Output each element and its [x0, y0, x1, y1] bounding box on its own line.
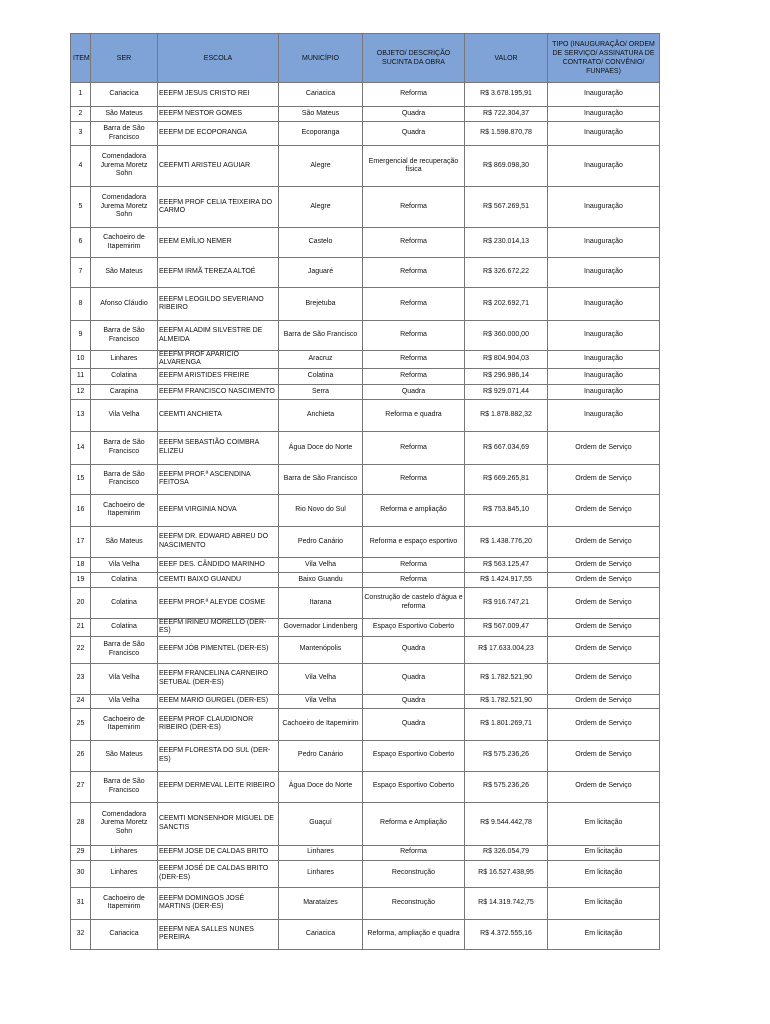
objeto-cell: Reforma e ampliação [363, 494, 465, 526]
objeto-cell: Reforma [363, 83, 465, 107]
objeto-cell: Reconstrução [363, 887, 465, 919]
item-cell: 2 [71, 107, 91, 122]
table-row [71, 351, 660, 369]
escola-cell: EEEFM PROF APARICIO ALVARENGA [158, 351, 279, 369]
ser-cell: São Mateus [91, 258, 158, 288]
tipo-cell: Inauguração [548, 399, 660, 431]
municipio-cell: Barra de São Francisco [279, 464, 363, 494]
objeto-cell: Reforma e quadra [363, 399, 465, 431]
objeto-cell: Reforma e espaço esportivo [363, 526, 465, 557]
table-row [71, 122, 660, 146]
escola-cell: EEEFM SEBASTIÃO COIMBRA ELIZEU [158, 431, 279, 464]
objeto-cell: Reforma e Ampliação [363, 802, 465, 845]
valor-cell: R$ 296.986,14 [465, 368, 548, 384]
item-cell: 18 [71, 557, 91, 572]
item-cell: 3 [71, 122, 91, 146]
ser-cell: Vila Velha [91, 694, 158, 708]
escola-cell: EEEFM PROF CELIA TEIXEIRA DO CARMO [158, 187, 279, 228]
ser-cell: Colatina [91, 618, 158, 636]
objeto-cell: Espaço Esportivo Coberto [363, 618, 465, 636]
ser-cell: Comendadora Jurema Moretz Sohn [91, 802, 158, 845]
item-cell: 16 [71, 494, 91, 526]
escola-cell: EEEFM LEOGILDO SEVERIANO RIBEIRO [158, 288, 279, 321]
ser-cell: Barra de São Francisco [91, 636, 158, 663]
objeto-cell: Reforma [363, 288, 465, 321]
item-cell: 6 [71, 228, 91, 258]
municipio-cell: Vila Velha [279, 557, 363, 572]
municipio-cell: Linhares [279, 860, 363, 887]
municipio-cell: Castelo [279, 228, 363, 258]
tipo-cell: Ordem de Serviço [548, 740, 660, 771]
escola-cell: EEEFM DR. EDWARD ABREU DO NASCIMENTO [158, 526, 279, 557]
valor-cell: R$ 567.269,51 [465, 187, 548, 228]
valor-cell: R$ 563.125,47 [465, 557, 548, 572]
tipo-cell: Inauguração [548, 384, 660, 399]
valor-cell: R$ 916.747,21 [465, 587, 548, 618]
municipio-cell: Governador Lindenberg [279, 618, 363, 636]
valor-cell: R$ 1.878.882,32 [465, 399, 548, 431]
tipo-cell: Ordem de Serviço [548, 526, 660, 557]
municipio-cell: Mantenópolis [279, 636, 363, 663]
item-cell: 28 [71, 802, 91, 845]
tipo-cell: Inauguração [548, 321, 660, 351]
escola-cell: EEEFM NEA SALLES NUNES PEREIRA [158, 919, 279, 949]
objeto-cell: Quadra [363, 636, 465, 663]
ser-cell: Linhares [91, 845, 158, 860]
valor-cell: R$ 1.438.776,20 [465, 526, 548, 557]
valor-cell: R$ 929.071,44 [465, 384, 548, 399]
table-row [71, 526, 660, 557]
objeto-cell: Quadra [363, 107, 465, 122]
ser-cell: Vila Velha [91, 399, 158, 431]
tipo-cell: Inauguração [548, 288, 660, 321]
ser-cell: Barra de São Francisco [91, 431, 158, 464]
item-cell: 5 [71, 187, 91, 228]
table-row [71, 288, 660, 321]
table-row [71, 399, 660, 431]
valor-cell: R$ 804.904,03 [465, 351, 548, 369]
valor-cell: R$ 575.236,26 [465, 740, 548, 771]
tipo-cell: Inauguração [548, 368, 660, 384]
objeto-cell: Reforma [363, 464, 465, 494]
table-row [71, 740, 660, 771]
header-ser: SER [91, 34, 158, 83]
item-cell: 14 [71, 431, 91, 464]
ser-cell: Cariacica [91, 83, 158, 107]
escola-cell: EEEFM FRANCELINA CARNEIRO SETUBAL (DER-ES) [158, 663, 279, 694]
item-cell: 19 [71, 572, 91, 587]
table-body [71, 83, 660, 950]
escola-cell: EEEFM ALADIM SILVESTRE DE ALMEIDA [158, 321, 279, 351]
item-cell: 20 [71, 587, 91, 618]
ser-cell: Comendadora Jurema Moretz Sohn [91, 146, 158, 187]
escola-cell: EEEFM PROF.ª ALEYDE COSME [158, 587, 279, 618]
item-cell: 10 [71, 351, 91, 369]
ser-cell: Colatina [91, 572, 158, 587]
escola-cell: CEEMTI MONSENHOR MIGUEL DE SANCTIS [158, 802, 279, 845]
table-row [71, 557, 660, 572]
objeto-cell: Reforma [363, 557, 465, 572]
escola-cell: EEEFM PROF CLAUDIONOR RIBEIRO (DER-ES) [158, 708, 279, 740]
valor-cell: R$ 1.782.521,90 [465, 663, 548, 694]
objeto-cell: Quadra [363, 694, 465, 708]
objeto-cell: Quadra [363, 663, 465, 694]
tipo-cell: Inauguração [548, 146, 660, 187]
table-row [71, 919, 660, 949]
tipo-cell: Ordem de Serviço [548, 663, 660, 694]
item-cell: 30 [71, 860, 91, 887]
municipio-cell: Marataízes [279, 887, 363, 919]
table-row [71, 258, 660, 288]
table-header [71, 34, 660, 83]
municipio-cell: Pedro Canário [279, 526, 363, 557]
municipio-cell: Brejetuba [279, 288, 363, 321]
item-cell: 12 [71, 384, 91, 399]
valor-cell: R$ 3.678.195,91 [465, 83, 548, 107]
table-row [71, 572, 660, 587]
header-municipio: MUNICÍPIO [279, 34, 363, 83]
objeto-cell: Reforma [363, 431, 465, 464]
valor-cell: R$ 669.265,81 [465, 464, 548, 494]
municipio-cell: Vila Velha [279, 694, 363, 708]
escola-cell: EEEFM FLORESTA DO SUL (DER-ES) [158, 740, 279, 771]
ser-cell: Linhares [91, 351, 158, 369]
tipo-cell: Em licitação [548, 919, 660, 949]
escola-cell: EEEFM IRINEU MORELLO (DER-ES) [158, 618, 279, 636]
objeto-cell: Reforma [363, 228, 465, 258]
valor-cell: R$ 360.000,00 [465, 321, 548, 351]
ser-cell: São Mateus [91, 107, 158, 122]
ser-cell: Cachoeiro de Itapemirim [91, 494, 158, 526]
ser-cell: Cachoeiro de Itapemirim [91, 708, 158, 740]
tipo-cell: Inauguração [548, 107, 660, 122]
tipo-cell: Em licitação [548, 860, 660, 887]
item-cell: 22 [71, 636, 91, 663]
escola-cell: EEEFM JESUS CRISTO REI [158, 83, 279, 107]
table-row [71, 636, 660, 663]
header-tipo: TIPO (INAUGURAÇÃO/ ORDEM DE SERVIÇO/ ASSINATURA DE CONTRATO/ CONVÊNIO/ FUNPAES) [548, 34, 660, 83]
ser-cell: Afonso Cláudio [91, 288, 158, 321]
valor-cell: R$ 17.633.004,23 [465, 636, 548, 663]
table-row [71, 107, 660, 122]
municipio-cell: Pedro Canário [279, 740, 363, 771]
table-row [71, 228, 660, 258]
tipo-cell: Ordem de Serviço [548, 557, 660, 572]
table-row [71, 694, 660, 708]
item-cell: 31 [71, 887, 91, 919]
objeto-cell: Construção de castelo d'água e reforma [363, 587, 465, 618]
escola-cell: EEEFM DOMINGOS JOSÉ MARTINS (DER-ES) [158, 887, 279, 919]
valor-cell: R$ 667.034,69 [465, 431, 548, 464]
item-cell: 21 [71, 618, 91, 636]
header-item: ITEM [71, 34, 91, 83]
escola-cell: EEEFM DERMEVAL LEITE RIBEIRO [158, 771, 279, 802]
header-objeto: OBJETO/ DESCRIÇÃO SUCINTA DA OBRA [363, 34, 465, 83]
valor-cell: R$ 326.672,22 [465, 258, 548, 288]
table-row [71, 83, 660, 107]
item-cell: 15 [71, 464, 91, 494]
header-row [71, 34, 660, 83]
tipo-cell: Ordem de Serviço [548, 587, 660, 618]
works-table [70, 33, 660, 950]
escola-cell: EEEM MARIO GURGEL (DER-ES) [158, 694, 279, 708]
tipo-cell: Ordem de Serviço [548, 694, 660, 708]
tipo-cell: Ordem de Serviço [548, 431, 660, 464]
item-cell: 32 [71, 919, 91, 949]
valor-cell: R$ 1.782.521,90 [465, 694, 548, 708]
header-valor: VALOR [465, 34, 548, 83]
objeto-cell: Reforma [363, 321, 465, 351]
municipio-cell: Alegre [279, 187, 363, 228]
table-row [71, 887, 660, 919]
tipo-cell: Inauguração [548, 187, 660, 228]
table-row [71, 708, 660, 740]
item-cell: 1 [71, 83, 91, 107]
municipio-cell: Colatina [279, 368, 363, 384]
tipo-cell: Em licitação [548, 845, 660, 860]
tipo-cell: Ordem de Serviço [548, 572, 660, 587]
objeto-cell: Reforma [363, 368, 465, 384]
ser-cell: Barra de São Francisco [91, 122, 158, 146]
objeto-cell: Reforma, ampliação e quadra [363, 919, 465, 949]
municipio-cell: Cachoeiro de Itapemirim [279, 708, 363, 740]
municipio-cell: Alegre [279, 146, 363, 187]
valor-cell: R$ 869.098,30 [465, 146, 548, 187]
escola-cell: EEEFM JOSE DE CALDAS BRITO [158, 845, 279, 860]
tipo-cell: Inauguração [548, 122, 660, 146]
table-row [71, 146, 660, 187]
municipio-cell: Ecoporanga [279, 122, 363, 146]
ser-cell: Barra de São Francisco [91, 464, 158, 494]
tipo-cell: Inauguração [548, 228, 660, 258]
ser-cell: Carapina [91, 384, 158, 399]
tipo-cell: Inauguração [548, 83, 660, 107]
municipio-cell: Rio Novo do Sul [279, 494, 363, 526]
item-cell: 9 [71, 321, 91, 351]
ser-cell: Cachoeiro de Itapemirim [91, 228, 158, 258]
escola-cell: EEEF DES. CÂNDIDO MARINHO [158, 557, 279, 572]
escola-cell: EEEFM VIRGINIA NOVA [158, 494, 279, 526]
valor-cell: R$ 16.527.438,95 [465, 860, 548, 887]
municipio-cell: Vila Velha [279, 663, 363, 694]
tipo-cell: Inauguração [548, 258, 660, 288]
table-row [71, 494, 660, 526]
item-cell: 24 [71, 694, 91, 708]
municipio-cell: Cariacica [279, 83, 363, 107]
item-cell: 29 [71, 845, 91, 860]
municipio-cell: Linhares [279, 845, 363, 860]
item-cell: 7 [71, 258, 91, 288]
escola-cell: CEEMTI ANCHIETA [158, 399, 279, 431]
tipo-cell: Ordem de Serviço [548, 708, 660, 740]
tipo-cell: Inauguração [548, 351, 660, 369]
escola-cell: CEEFMTI ARISTEU AGUIAR [158, 146, 279, 187]
objeto-cell: Reforma [363, 187, 465, 228]
table-row [71, 663, 660, 694]
table-row [71, 860, 660, 887]
ser-cell: Linhares [91, 860, 158, 887]
municipio-cell: Água Doce do Norte [279, 771, 363, 802]
tipo-cell: Em licitação [548, 802, 660, 845]
tipo-cell: Ordem de Serviço [548, 771, 660, 802]
table-row [71, 618, 660, 636]
ser-cell: Barra de São Francisco [91, 771, 158, 802]
municipio-cell: Guaçuí [279, 802, 363, 845]
municipio-cell: Baixo Guandu [279, 572, 363, 587]
table-row [71, 187, 660, 228]
municipio-cell: São Mateus [279, 107, 363, 122]
valor-cell: R$ 326.054,79 [465, 845, 548, 860]
tipo-cell: Ordem de Serviço [548, 618, 660, 636]
table-row [71, 771, 660, 802]
objeto-cell: Espaço Esportivo Coberto [363, 740, 465, 771]
escola-cell: EEEFM JÓB PIMENTEL (DER-ES) [158, 636, 279, 663]
municipio-cell: Jaguaré [279, 258, 363, 288]
ser-cell: São Mateus [91, 740, 158, 771]
item-cell: 27 [71, 771, 91, 802]
municipio-cell: Barra de São Francisco [279, 321, 363, 351]
objeto-cell: Reforma [363, 572, 465, 587]
municipio-cell: Itarana [279, 587, 363, 618]
item-cell: 17 [71, 526, 91, 557]
valor-cell: R$ 230.014,13 [465, 228, 548, 258]
table-row [71, 431, 660, 464]
objeto-cell: Emergencial de recuperação física [363, 146, 465, 187]
objeto-cell: Reconstrução [363, 860, 465, 887]
item-cell: 13 [71, 399, 91, 431]
valor-cell: R$ 4.372.555,16 [465, 919, 548, 949]
item-cell: 25 [71, 708, 91, 740]
valor-cell: R$ 14.319.742,75 [465, 887, 548, 919]
item-cell: 4 [71, 146, 91, 187]
ser-cell: Cachoeiro de Itapemirim [91, 887, 158, 919]
ser-cell: Vila Velha [91, 557, 158, 572]
escola-cell: EEEFM PROF.ª ASCENDINA FEITOSA [158, 464, 279, 494]
objeto-cell: Reforma [363, 845, 465, 860]
valor-cell: R$ 1.801.269,71 [465, 708, 548, 740]
objeto-cell: Reforma [363, 258, 465, 288]
item-cell: 11 [71, 368, 91, 384]
table-row [71, 587, 660, 618]
valor-cell: R$ 202.692,71 [465, 288, 548, 321]
objeto-cell: Espaço Esportivo Coberto [363, 771, 465, 802]
tipo-cell: Ordem de Serviço [548, 494, 660, 526]
table-row [71, 384, 660, 399]
escola-cell: CEEMTI BAIXO GUANDU [158, 572, 279, 587]
municipio-cell: Água Doce do Norte [279, 431, 363, 464]
table-row [71, 845, 660, 860]
valor-cell: R$ 1.598.870,78 [465, 122, 548, 146]
tipo-cell: Em licitação [548, 887, 660, 919]
item-cell: 23 [71, 663, 91, 694]
valor-cell: R$ 575.236,26 [465, 771, 548, 802]
table-row [71, 802, 660, 845]
objeto-cell: Quadra [363, 708, 465, 740]
valor-cell: R$ 753.845,10 [465, 494, 548, 526]
valor-cell: R$ 722.304,37 [465, 107, 548, 122]
escola-cell: EEEFM JOSÉ DE CALDAS BRITO (DER-ES) [158, 860, 279, 887]
tipo-cell: Ordem de Serviço [548, 464, 660, 494]
ser-cell: Vila Velha [91, 663, 158, 694]
municipio-cell: Anchieta [279, 399, 363, 431]
objeto-cell: Quadra [363, 384, 465, 399]
table-row [71, 321, 660, 351]
table-row [71, 464, 660, 494]
escola-cell: EEEFM ARISTIDES FREIRE [158, 368, 279, 384]
ser-cell: Colatina [91, 368, 158, 384]
objeto-cell: Reforma [363, 351, 465, 369]
ser-cell: Colatina [91, 587, 158, 618]
ser-cell: Barra de São Francisco [91, 321, 158, 351]
municipio-cell: Serra [279, 384, 363, 399]
item-cell: 8 [71, 288, 91, 321]
table-row [71, 368, 660, 384]
header-escola: ESCOLA [158, 34, 279, 83]
valor-cell: R$ 567.009,47 [465, 618, 548, 636]
ser-cell: Comendadora Jurema Moretz Sohn [91, 187, 158, 228]
ser-cell: Cariacica [91, 919, 158, 949]
escola-cell: EEEFM FRANCISCO NASCIMENTO [158, 384, 279, 399]
valor-cell: R$ 1.424.917,55 [465, 572, 548, 587]
valor-cell: R$ 9.544.442,78 [465, 802, 548, 845]
item-cell: 26 [71, 740, 91, 771]
ser-cell: São Mateus [91, 526, 158, 557]
municipio-cell: Aracruz [279, 351, 363, 369]
municipio-cell: Cariacica [279, 919, 363, 949]
escola-cell: EEEFM IRMÃ TEREZA ALTOÉ [158, 258, 279, 288]
escola-cell: EEEFM NESTOR GOMES [158, 107, 279, 122]
escola-cell: EEEFM DE ECOPORANGA [158, 122, 279, 146]
objeto-cell: Quadra [363, 122, 465, 146]
tipo-cell: Ordem de Serviço [548, 636, 660, 663]
escola-cell: EEEM EMÍLIO NEMER [158, 228, 279, 258]
